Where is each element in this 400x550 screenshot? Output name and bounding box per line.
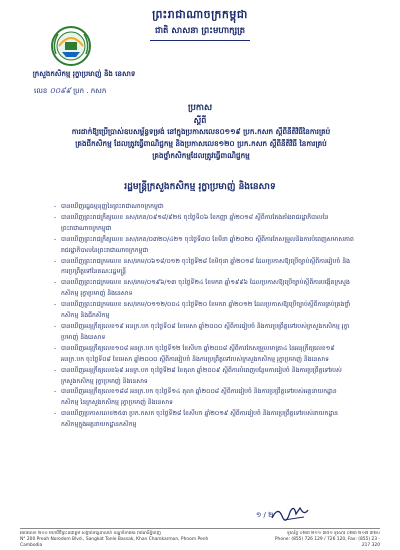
preamble-item — [54, 387, 354, 409]
footer-address-en: N° 200 Preah Norodom Blvd., Sangkat Tonle Bassak, Khan Chamkarmon, Phnom Penh Cambodia — [20, 537, 209, 548]
preamble-item-text: - បានឃើញអនុក្រឹត្យលេខ១០៨ អនក្រ.បក ចុះថ្ងៃទី១២ ខែសីហា ឆ្នាំ២០០៨ ស្តីពីការកែសម្រួលមាត្រា៤ នៃអនុក្រឹត្យលេខ១៩ អនក្រ.បក ចុះថ្ងៃទី០៨ ខែមេសា ឆ្នាំ២០០០ ស្តីពីការរៀបចំ និងការប្រព្រឹត្តទៅរបស់ក្រសួងកសិកម្ម រុក្ខាប្រមាញ់ និងនេសាទ — [61, 344, 335, 363]
preamble-item — [54, 409, 354, 431]
preamble-item — [54, 366, 354, 388]
preamble-item — [54, 213, 354, 235]
footer-contact — [268, 531, 380, 549]
doc-number-suffix: ប្រក . កសក — [73, 87, 107, 95]
preamble-item — [54, 344, 354, 366]
preamble-item-text: - បានឃើញប្រកាសលេខ២៥៣ ប្រក.កសក ចុះថ្ងៃទី២៨ ខែសីហា ឆ្នាំ២០១៩ ស្តីពីការរៀបចំ និងការប្រព្រឹត្តទៅរបស់នាយកដ្ឋានកសិកម្មក្នុងអគ្គនាយកដ្ឋានកសិកម្ម — [61, 410, 339, 429]
preamble-item-text: - បានឃើញអនុក្រឹត្យលេខ១៨៨ អនក្រ.បក ចុះថ្ងៃទី១៤ តុលា ឆ្នាំ២០០៨ ស្តីពីការរៀបចំ និងការប្រព្រឹត្តទៅរបស់អគ្គនាយកដ្ឋានកសិកម្ម នៃក្រសួងកសិកម្ម រុក្ខាប្រមាញ់ និងនេសាទ — [61, 388, 337, 407]
preamble-item — [54, 278, 354, 300]
doc-number-prefix: លេខ — [34, 87, 48, 95]
document-number — [34, 86, 106, 97]
ministry-name: ក្រសួងកសិកម្ម រុក្ខាប្រមាញ់ និង នេសាទ — [32, 70, 136, 78]
preamble-item-text: - បានឃើញព្រះរាជក្រមលេខ នស/រកម/០១៩៦/១៣ ចុះថ្ងៃទី២៤ ខែមករា ឆ្នាំ១៩៩៦ ដែលប្រកាសឱ្យប្រើច្បាប់ស្តីពីការបង្កើតក្រសួងកសិកម្ម រុក្ខាប្រមាញ់ និងនេសាទ — [61, 279, 350, 298]
document-type-title: ប្រកាស — [187, 103, 213, 113]
preamble-item — [54, 257, 354, 279]
preamble-item-text: - បានឃើញអនុក្រឹត្យលេខ៦៩ អនក្រ.បក ចុះថ្ងៃទី២៨ ខែតុលា ឆ្នាំ២០០៩ ស្តីពីការបំពេញបន្ថែមការរៀបចំ និងការប្រព្រឹត្តទៅរបស់ក្រសួងកសិកម្ម រុក្ខាប្រមាញ់ និងនេសាទ — [61, 366, 342, 385]
footer-contact-en: Phone: (855) 726 129 / 726 120, Fax: (855) 23 - 217 320 — [274, 537, 380, 548]
motto-divider — [150, 40, 250, 41]
preamble-item — [54, 300, 354, 322]
preamble-item — [54, 202, 354, 213]
doc-number-handwritten: ០០៩៩ — [49, 86, 71, 95]
footer-contact-kh: ទូរស័ព្ទ ០២៣ ២១១ ៣៥១ ទូរសារ ០២៣ ២១៧ ៣២០ — [286, 531, 380, 536]
footer-address — [20, 531, 230, 549]
preamble-item-text: - បានឃើញព្រះរាជក្រមលេខ នស/រកម/០៦១៨/០១២ ចុះថ្ងៃទី២៨ ខែមិថុនា ឆ្នាំ២០១៨ ដែលប្រកាសឱ្យប្រើច្បាប់ស្តីពីការរៀបចំ និងការប្រព្រឹត្តទៅនៃគណៈរដ្ឋមន្ត្រី — [61, 257, 350, 276]
national-motto: ជាតិ សាសនា ព្រះមហាក្សត្រ — [154, 26, 246, 36]
signature-icon — [270, 502, 310, 524]
preamble-item-text: - បានឃើញព្រះរាជក្រឹត្យលេខ នស/រកត/០៩១៨/៩២៥ ចុះថ្ងៃទី០៦ ខែកញ្ញា ឆ្នាំ២០១៨ ស្តីពីការតែងតាំងរាជរដ្ឋាភិបាលនៃព្រះរាជាណាចក្រកម្ពុជា — [61, 213, 329, 232]
kingdom-heading: ព្រះរាជាណាចក្រកម្ពុជា — [152, 8, 248, 21]
preamble-item-text: - បានឃើញអនុក្រឹត្យលេខ១៩ អនក្រ.បក ចុះថ្ងៃទី០៨ ខែមេសា ឆ្នាំ២០០០ ស្តីពីការរៀបចំ និងការប្រព្រឹត្តទៅរបស់ក្រសួងកសិកម្ម រុក្ខាប្រមាញ់ និងនេសាទ — [61, 322, 350, 341]
subject-text: ការដាក់ឱ្យប្រើប្រាស់ឧបសម្ព័ន្ធទម្រង់ នៅក្នុងប្រកាសលេខ០១១៩ ប្រក.កសក ស្តីពីនីតិវិធីនៃការគ្រប់គ្រងជីកសិកម្ម ដែលត្រូវធ្វើពាណិជ្ជកម្ម និងប្រកាសលេខ១២០ ប្រក.កសក ស្តីពីនីតិវិធី នៃការគ្រប់គ្រងថ្នាំកសិកម្មដែលត្រូវធ្វើពាណិជ្ជកម្ម — [71, 127, 331, 160]
footer-address-kh: អគារលេខ ២០០ មហាវិថីព្រះនរោត្តម សង្កាត់ទន្លេបាសាក់ ខណ្ឌចំការមន រាជធានីភ្នំពេញ — [20, 531, 161, 536]
subject-label: ស្តីពី — [193, 116, 207, 125]
preamble-item-text: - បានឃើញព្រះរាជក្រមលេខ នស/រកម/០១១២/០០៤ ចុះថ្ងៃទី២០ ខែមករា ឆ្នាំ២០១២ ដែលប្រកាសឱ្យប្រើច្បាប់ស្តីពីការគ្រប់គ្រងថ្នាំកសិកម្ម និងជីកសិកម្ម — [61, 301, 351, 320]
preamble-item — [54, 235, 354, 257]
minister-title: រដ្ឋមន្ត្រីក្រសួងកសិកម្ម រុក្ខាប្រមាញ់ និងនេសាទ — [124, 182, 276, 192]
preamble-item-text: - បានឃើញរដ្ឋធម្មនុញ្ញនៃព្រះរាជាណាចក្រកម្ពុជា — [61, 203, 164, 210]
footer-divider — [20, 528, 380, 529]
preamble-item — [54, 322, 354, 344]
page-number: ១ / ២ — [256, 511, 274, 519]
preamble-item-text: - បានឃើញព្រះរាជក្រឹត្យលេខ នស/រកត/០៣២០/៤២១ ចុះថ្ងៃទី៣០ ខែមីនា ឆ្នាំ២០២០ ស្តីពីការកែសម្រួលនិងការបំពេញសមាសភាពរាជរដ្ឋាភិបាលនៃព្រះរាជាណាចក្រកម្ពុជា — [61, 235, 354, 254]
ministry-emblem-icon — [50, 24, 92, 68]
preamble-list — [54, 202, 354, 431]
